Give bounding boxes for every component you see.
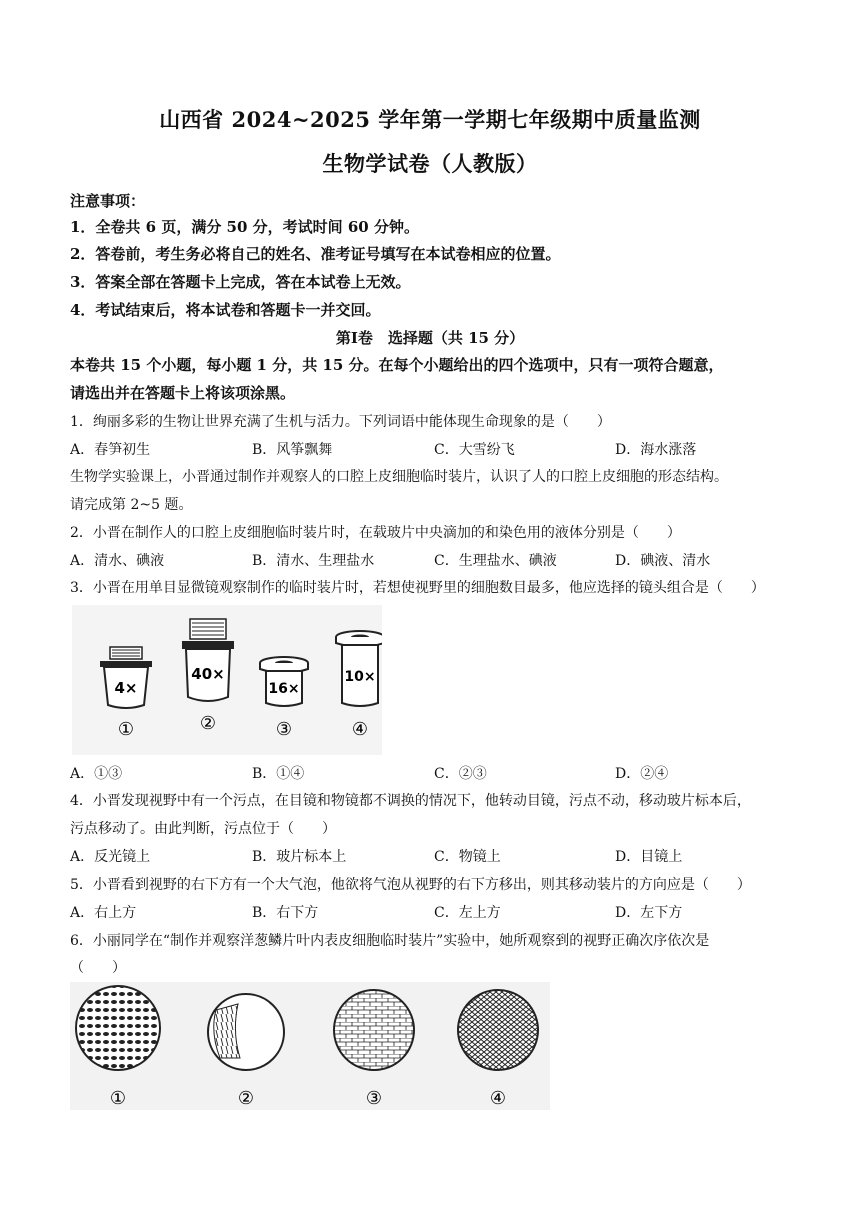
question-4-stem: 污点移动了。由此判断，污点位于（ ） xyxy=(70,821,336,837)
question-3-stem: 3．小晋在用单目显微镜观察制作的临时装片时，若想使视野里的细胞数目最多，他应选择的镜头组合是（ ） xyxy=(70,580,765,596)
lens-label: 10× xyxy=(344,669,376,685)
view-number: ④ xyxy=(489,1088,507,1109)
question-5-stem: 5．小晋看到视野的右下方有一个大气泡，他欲将气泡从视野的右下方移出，则其移动装片的方向应是（ ） xyxy=(70,877,751,893)
option-a: A．春笋初生 xyxy=(70,442,151,458)
question-4-stem: 4．小晋发现视野中有一个污点，在目镜和物镜都不调换的情况下，他转动目镜，污点不动，移动玻片标本后， xyxy=(70,793,751,809)
view-number: ② xyxy=(237,1088,255,1109)
option-a: A．反光镜上 xyxy=(70,849,151,865)
notes-heading: 注意事项： xyxy=(70,192,146,210)
option-b: B．右下方 xyxy=(252,905,319,921)
exam-title: 山西省 2024~2025 学年第一学期七年级期中质量监测 xyxy=(159,107,701,132)
view-number: ③ xyxy=(365,1088,383,1109)
option-d: D．目镜上 xyxy=(615,849,683,865)
lens-number: ② xyxy=(199,713,217,734)
question-6-stem: 6．小丽同学在“制作并观察洋葱鳞片叶内表皮细胞临时装片”实验中，她所观察到的视野正确次序依次是 xyxy=(70,933,710,949)
exam-subtitle: 生物学试卷（人教版） xyxy=(322,151,538,176)
context-text: 请完成第 2~5 题。 xyxy=(70,497,193,513)
lens-figure xyxy=(72,605,382,755)
lens-label: 4× xyxy=(114,679,138,697)
question-1-stem: 1．绚丽多彩的生物让世界充满了生机与活力。下列词语中能体现生命现象的是（ ） xyxy=(70,414,611,430)
note-item: 4．考试结束后，将本试卷和答题卡一并交回。 xyxy=(70,301,381,319)
option-c: C．生理盐水、碘液 xyxy=(434,553,557,569)
lens-number: ③ xyxy=(275,719,293,740)
option-b: B．风筝飘舞 xyxy=(252,442,333,458)
lens-label: 16× xyxy=(268,681,300,697)
lens-label: 40× xyxy=(191,665,225,683)
option-d: D．②④ xyxy=(615,766,669,782)
option-a: A．清水、碘液 xyxy=(70,553,165,569)
lens-number: ④ xyxy=(351,719,369,740)
option-c: C．物镜上 xyxy=(434,849,501,865)
option-b: B．玻片标本上 xyxy=(252,849,347,865)
option-b: B．清水、生理盐水 xyxy=(252,553,375,569)
option-d: D．碘液、清水 xyxy=(615,553,711,569)
option-c: C．大雪纷飞 xyxy=(434,442,515,458)
section-instruction: 本卷共 15 个小题，每小题 1 分，共 15 分。在每个小题给出的四个选项中，只有一项符合题意， xyxy=(70,356,724,374)
option-c: C．左上方 xyxy=(434,905,501,921)
question-2-stem: 2．小晋在制作人的口腔上皮细胞临时装片时，在载玻片中央滴加的和染色用的液体分别是（ ） xyxy=(70,525,681,541)
section-instruction: 请选出并在答题卡上将该项涂黑。 xyxy=(70,384,296,402)
note-item: 1．全卷共 6 页，满分 50 分，考试时间 60 分钟。 xyxy=(70,218,419,236)
view-number: ① xyxy=(109,1088,127,1109)
option-d: D．海水涨落 xyxy=(615,442,697,458)
option-a: A．①③ xyxy=(70,766,123,782)
option-a: A．右上方 xyxy=(70,905,137,921)
option-d: D．左下方 xyxy=(615,905,683,921)
note-item: 2．答卷前，考生务必将自己的姓名、准考证号填写在本试卷相应的位置。 xyxy=(70,245,561,263)
option-b: B．①④ xyxy=(252,766,305,782)
microscope-views-figure xyxy=(70,982,550,1110)
question-6-stem: （ ） xyxy=(70,960,126,976)
lens-number: ① xyxy=(117,719,135,740)
note-item: 3．答案全部在答题卡上完成，答在本试卷上无效。 xyxy=(70,273,411,291)
option-c: C．②③ xyxy=(434,766,487,782)
section-title: 第Ⅰ卷 选择题（共 15 分） xyxy=(335,329,525,347)
context-text: 生物学实验课上，小晋通过制作并观察人的口腔上皮细胞临时装片，认识了人的口腔上皮细胞的形态结构。 xyxy=(70,469,728,485)
